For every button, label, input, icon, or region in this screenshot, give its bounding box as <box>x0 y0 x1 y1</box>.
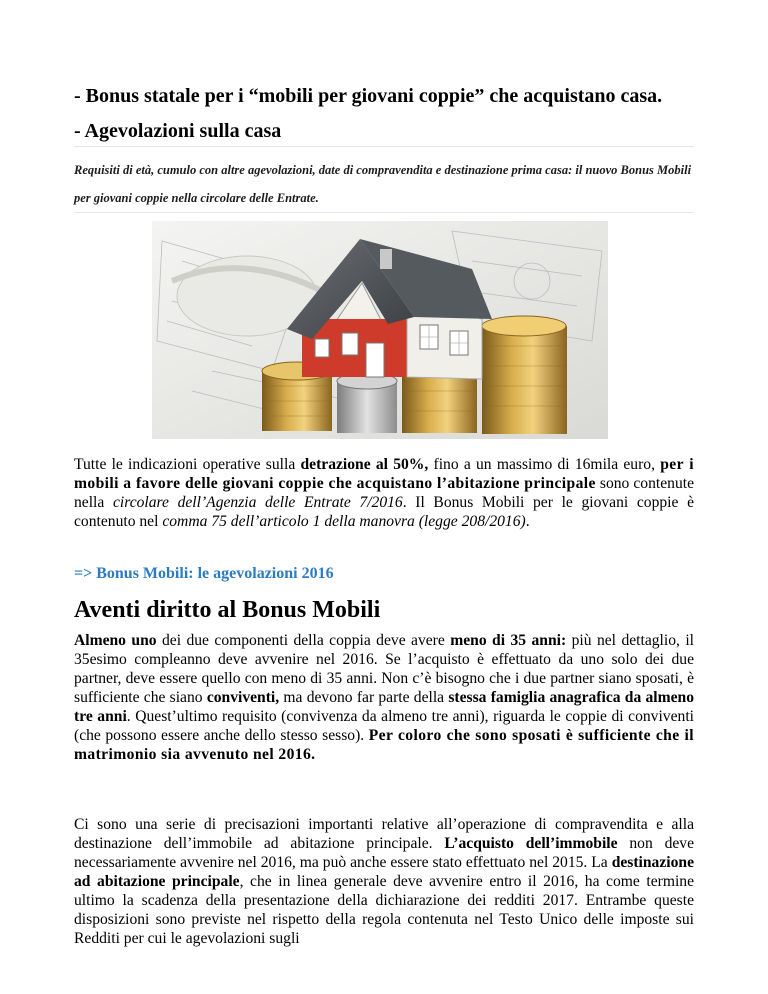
text-bold: destinazione ad abitazione principale <box>74 854 694 890</box>
divider-top <box>74 146 694 147</box>
text-run: Tutte le indicazioni operative sulla <box>74 456 301 473</box>
title-agevolazioni-casa: - Agevolazioni sulla casa <box>74 120 282 142</box>
paragraph-compravendita <box>74 815 694 948</box>
heading-aventi-diritto: Aventi diritto al Bonus Mobili <box>74 597 381 623</box>
link-bonus-mobili-2016[interactable]: => Bonus Mobili: le agevolazioni 2016 <box>74 565 334 582</box>
text-run: . Quest’ultimo requisito (convivenza da almeno tre anni), riguarda le coppie di conviventi (che possono essere anche dello stesso sesso). <box>74 708 694 744</box>
text-bold: stessa famiglia anagrafica da almeno tre anni <box>74 689 694 725</box>
text-run: , che in linea generale deve avvenire entro il 2016, ha come termine ultimo la scadenza della presentazione della dichiarazione dei redditi 2017. Entrambe queste disposizioni sono previste nel rispetto della regola contenuta nel Testo Unico delle imposte sui Redditi per cui le agevolazioni sugli <box>74 873 695 947</box>
paragraph-requisiti <box>74 631 694 764</box>
house-on-coins-photo <box>152 221 608 439</box>
text-bold: Per coloro che sono sposati è sufficiente che il matrimonio sia avvenuto nel 2016. <box>74 727 694 763</box>
text-run: dei due componenti della coppia deve avere <box>156 632 451 649</box>
paragraph-detrazione <box>74 455 694 531</box>
text-bold: L’acquisto dell’immobile <box>444 835 618 852</box>
text-bold: detrazione al 50%, <box>300 456 429 473</box>
text-run: più nel dettaglio, il 35esimo compleanno deve avvenire nel 2016. Se l’acquisto è effettuato da uno solo dei due partner, deve essere quello con meno di 35 anni. Non c’è bisogno che i due partner siano sposati, è sufficiente che siano <box>74 632 694 706</box>
text-run: . Il Bonus Mobili per le giovani coppie è contenuto nel <box>74 494 694 530</box>
text-bold: Almeno uno <box>74 632 157 649</box>
text-run: fino a un massimo di 16mila euro, <box>428 456 661 473</box>
intro-summary: Requisiti di età, cumulo con altre agevolazioni, date di compravendita e destinazione prima casa: il nuovo Bonus Mobili per giovani coppie nella circolare delle Entrate. <box>74 163 692 205</box>
divider-bottom <box>74 212 694 213</box>
text-bold: per i mobili a favore delle giovani coppie che acquistano l’abitazione principale <box>74 456 694 492</box>
title-bonus-mobili: - Bonus statale per i “mobili per giovani coppie” che acquistano casa. <box>74 85 663 107</box>
text-bold: conviventi, <box>206 689 280 706</box>
text-italic: circolare dell’Agenzia delle Entrate 7/2016 <box>112 494 403 511</box>
text-bold: meno di 35 anni: <box>450 632 567 649</box>
text-italic: comma 75 dell’articolo 1 della manovra (legge 208/2016) <box>162 513 526 530</box>
text-run: sono contenute nella <box>74 475 694 511</box>
text-run: non deve necessariamente avvenire nel 2016, ma può anche essere stato effettuato nel 2015. La <box>74 835 695 871</box>
text-run: ma devono far parte della <box>279 689 449 706</box>
text-run: . <box>525 513 530 530</box>
text-run: Ci sono una serie di precisazioni importanti relative all’operazione di compravendita e alla destinazione dell’immobile ad abitazione principale. <box>74 816 694 852</box>
